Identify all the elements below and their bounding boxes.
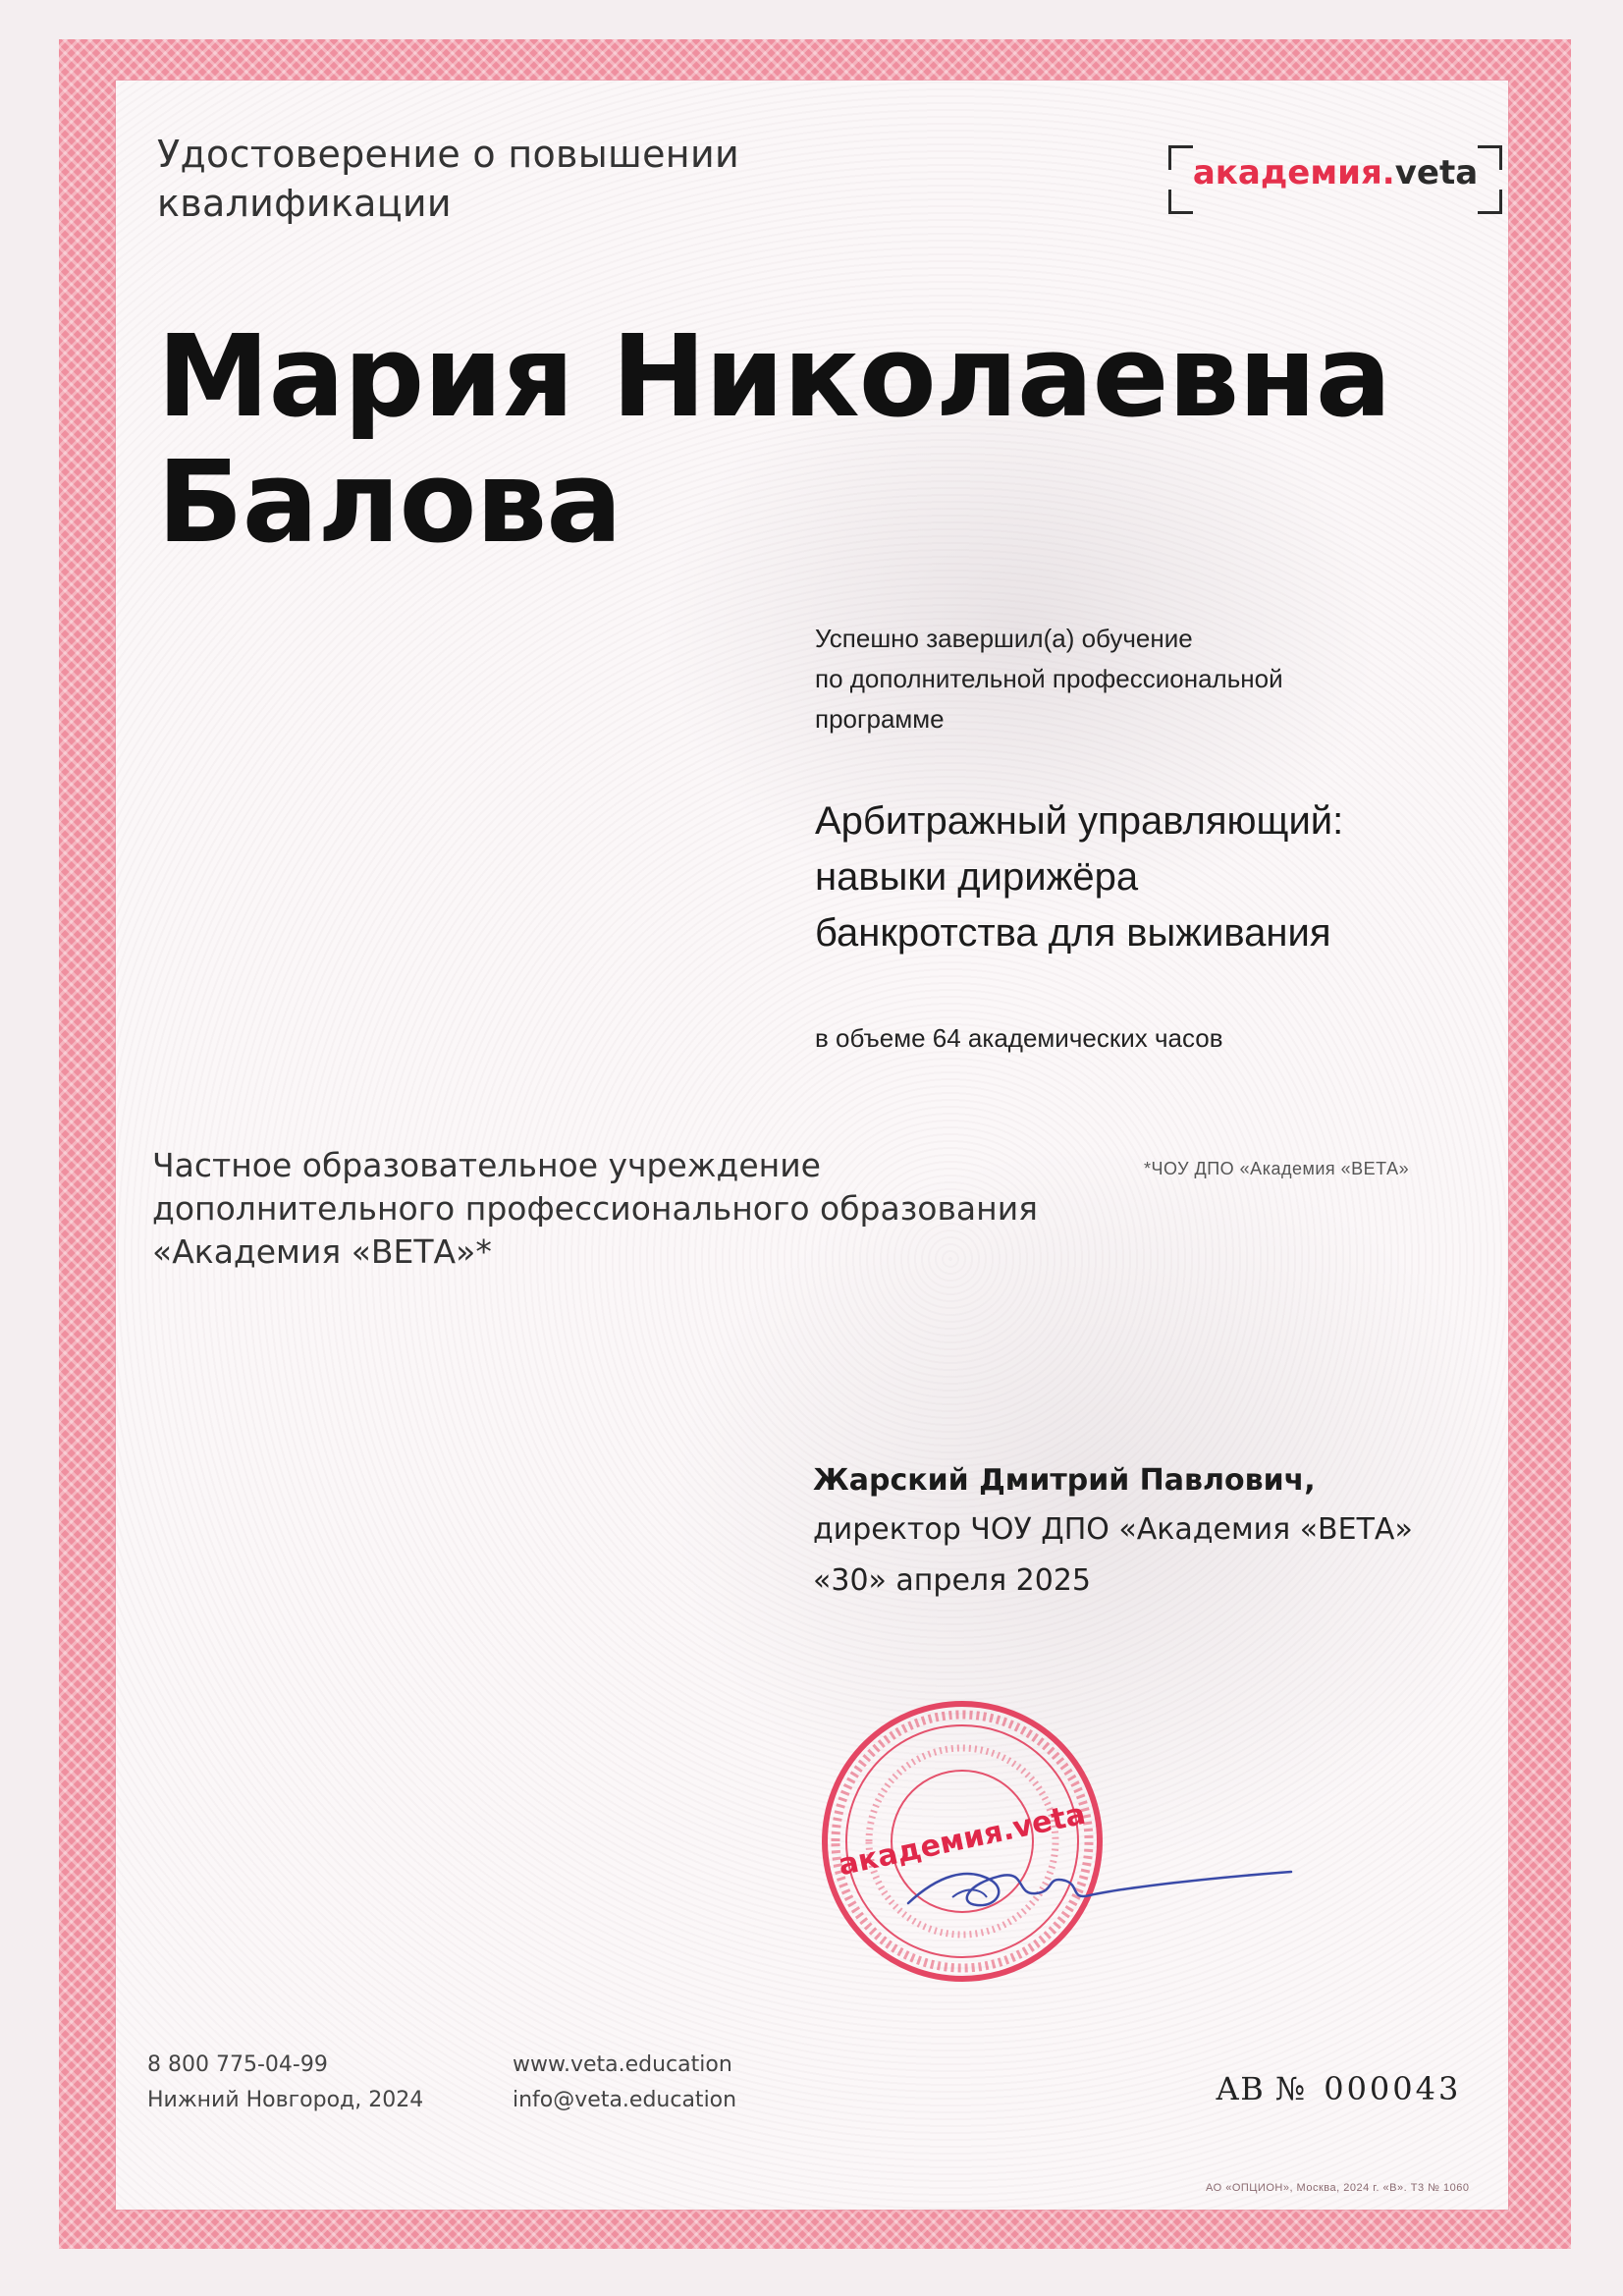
institution-footnote: *ЧОУ ДПО «Академия «ВЕТА» xyxy=(1144,1159,1410,1178)
logo-corner-bottom-left xyxy=(1168,190,1193,214)
round-stamp xyxy=(815,1694,1109,1989)
signer-name: Жарский Дмитрий Павлович, xyxy=(813,1463,1316,1498)
serial-prefix: АВ № xyxy=(1216,2070,1307,2107)
logo-dot: . xyxy=(1381,153,1395,192)
printer-mark: АО «ОПЦИОН», Москва, 2024 г. «В». Т3 № 1060 xyxy=(1206,2182,1470,2194)
institution-name: Частное образовательное учреждение дополнительного профессионального образования «Академия «ВЕТА»* xyxy=(152,1146,1039,1271)
signer-position: директор ЧОУ ДПО «Академия «ВЕТА» xyxy=(813,1512,1413,1547)
issue-date: «30» апреля 2025 xyxy=(813,1563,1092,1598)
stamp-text: академия.veta xyxy=(835,1796,1089,1884)
logo-text xyxy=(1188,153,1483,192)
document-type: Удостоверение о повышении квалификации xyxy=(157,133,739,225)
director-signature xyxy=(898,1846,1301,1925)
recipient-name: Мария Николаевна Балова xyxy=(157,311,1391,569)
hours-text: в объеме 64 академических часов xyxy=(815,1023,1223,1053)
completion-text: Успешно завершил(а) обучение по дополнительной профессиональной программе xyxy=(815,624,1283,734)
serial-digits: 000043 xyxy=(1324,2070,1462,2107)
academy-logo xyxy=(1168,145,1502,214)
logo-corner-bottom-right xyxy=(1478,190,1502,214)
contact-web-email: www.veta.education info@veta.education xyxy=(513,2052,737,2112)
serial-number xyxy=(1216,2070,1461,2107)
contact-phone-city: 8 800 775-04-99 Нижний Новгород, 2024 xyxy=(147,2052,424,2112)
logo-part2: veta xyxy=(1394,153,1479,192)
program-title: Арбитражный управляющий: навыки дирижёра банкротства для выживания xyxy=(815,799,1344,955)
logo-part1: академия xyxy=(1192,153,1382,192)
